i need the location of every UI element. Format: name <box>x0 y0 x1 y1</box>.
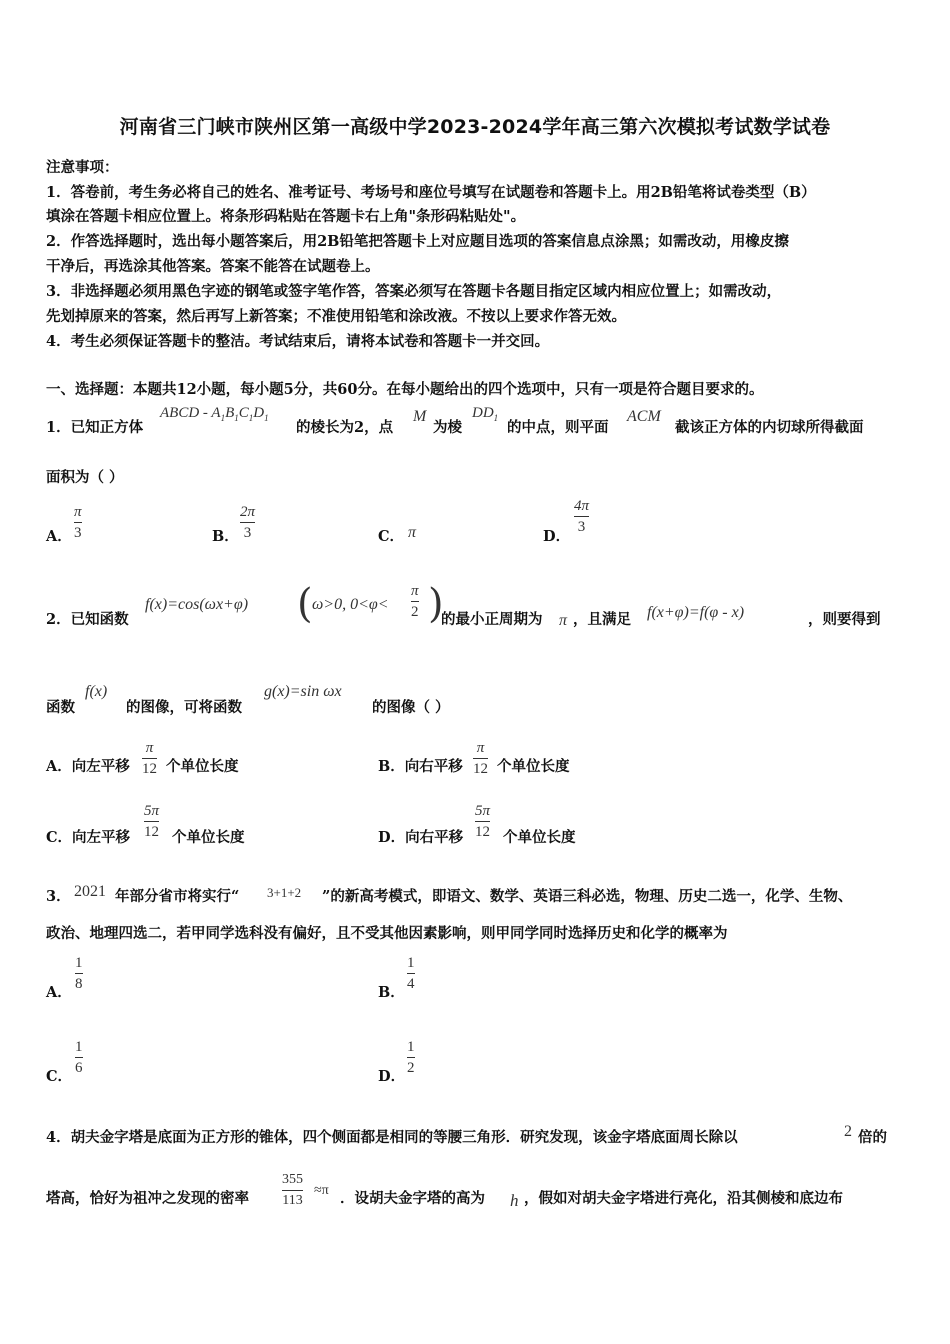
q3-option-b-label: B． <box>378 984 405 1001</box>
q1-text-5: 截该正方体的内切球所得截面 <box>675 419 864 436</box>
notice-line-7: 4．考生必须保证答题卡的整洁。考试结束后，请将本试卷和答题卡一并交回。 <box>46 333 550 350</box>
q2-left-paren: ( <box>297 581 313 627</box>
q2-option-d-suffix: 个单位长度 <box>503 829 576 846</box>
q1-text-2: 的棱长为2，点 <box>296 419 394 436</box>
q1-text-6: 面积为（ ） <box>46 469 124 486</box>
q2-option-a-fraction: π 12 <box>142 740 157 777</box>
q4-math-approx: ≈π <box>314 1183 329 1198</box>
q4-text-1: 4．胡夫金字塔是底面为正方形的锥体，四个侧面都是相同的等腰三角形．研究发现，该金字塔底面周长除以 <box>46 1129 738 1146</box>
q1-text-3: 为棱 <box>433 419 462 436</box>
q2-option-b-fraction: π 12 <box>473 740 488 777</box>
notice-line-1: 1．答卷前，考生务必将自己的姓名、准考证号、考场号和座位号填写在试题卷和答题卡上。用2B铅笔将试卷类型（B） <box>46 184 816 201</box>
q3-text-1: 3． <box>46 888 71 905</box>
q2-option-a-suffix: 个单位长度 <box>166 758 239 775</box>
q2-math-fx: f(x) <box>85 683 108 700</box>
notice-line-6: 先划掉原来的答案，然后再写上新答案；不准使用铅笔和涂改液。不按以上要求作答无效。 <box>46 308 626 325</box>
q1-text-1: 1．已知正方体 <box>46 419 144 436</box>
q2-text-5: 函数 <box>46 699 75 716</box>
q2-math-pi: π <box>559 612 568 629</box>
q4-text-3: 塔高，恰好为祖冲之发现的密率 <box>46 1190 249 1207</box>
q2-option-a: A．向左平移 <box>46 758 130 775</box>
q1-option-d-label: D． <box>543 528 571 545</box>
q2-text-2: 的最小正周期为 <box>441 611 543 628</box>
q4-text-4: ．设胡夫金字塔的高为 <box>340 1190 485 1207</box>
q4-text-2: 倍的 <box>858 1129 887 1146</box>
q2-right-paren: ) <box>428 581 444 627</box>
q3-math-year: 2021 <box>74 883 106 900</box>
q2-option-d: D．向右平移 <box>378 829 464 846</box>
q2-option-d-fraction: 5π 12 <box>475 803 491 840</box>
section-heading: 一、选择题：本题共12小题，每小题5分，共60分。在每小题给出的四个选项中，只有一项是符合题目要求的。 <box>46 381 764 398</box>
q1-option-a-label: A． <box>46 528 72 545</box>
q1-option-c-value: π <box>408 524 417 541</box>
q4-math-fraction: 355 113 <box>282 1172 303 1208</box>
q3-option-c-label: C． <box>46 1068 73 1085</box>
q2-text-4: ，则要得到 <box>808 611 881 628</box>
q1-math-acm: ACM <box>627 408 661 425</box>
q3-math-mode: 3+1+2 <box>267 885 302 900</box>
q1-option-d-fraction: 4π 3 <box>574 498 590 535</box>
q2-math-gx: g(x)=sin ωx <box>264 683 342 700</box>
notice-line-2: 填涂在答题卡相应位置上。将条形码粘贴在答题卡右上角"条形码粘贴处"。 <box>46 208 526 225</box>
q2-math-condition: ω>0, 0<φ< <box>312 596 389 613</box>
q2-option-b: B．向右平移 <box>378 758 463 775</box>
q1-math-dd1: $DD_1$ <box>472 405 499 423</box>
notice-heading: 注意事项： <box>46 159 119 176</box>
q1-text-4: 的中点，则平面 <box>507 419 609 436</box>
q2-math-f: f(x)=cos(ωx+φ) <box>145 596 249 613</box>
q2-text-1: 2．已知函数 <box>46 611 129 628</box>
notice-line-5: 3．非选择题必须用黑色字迹的钢笔或签字笔作答，答案必须写在答题卡各题目指定区域内相应位置上；如需改动， <box>46 283 782 300</box>
q1-option-b-label: B． <box>212 528 239 545</box>
q1-option-a-fraction: π 3 <box>74 504 82 541</box>
q3-option-d-fraction: 1 2 <box>407 1039 415 1076</box>
q1-math-m: M <box>413 408 427 425</box>
q2-math-fraction: π 2 <box>411 583 419 620</box>
q1-option-c-label: C． <box>378 528 405 545</box>
q1-math-cube: ABCD - $A_1B_1C_1D_1$ <box>160 405 269 423</box>
notice-line-3: 2．作答选择题时，选出每小题答案后，用2B铅笔把答题卡上对应题目选项的答案信息点涂黑；如需改动，用橡皮擦 <box>46 233 789 250</box>
notice-line-4: 干净后，再选涂其他答案。答案不能答在试题卷上。 <box>46 258 380 275</box>
q2-text-3: ，且满足 <box>573 611 631 628</box>
q3-text-4: 政治、地理四选二，若甲同学选科没有偏好，且不受其他因素影响，则甲同学同时选择历史和化学的概率为 <box>46 925 728 942</box>
q2-math-symmetry: f(x+φ)=f(φ - x) <box>647 604 745 621</box>
q3-option-d-label: D． <box>378 1068 406 1085</box>
q4-text-5: ，假如对胡夫金字塔进行亮化，沿其侧棱和底边布 <box>524 1190 843 1207</box>
q2-text-6: 的图像，可将函数 <box>126 699 242 716</box>
q3-option-a-label: A． <box>46 984 72 1001</box>
q2-option-c: C．向左平移 <box>46 829 131 846</box>
q2-option-c-suffix: 个单位长度 <box>172 829 245 846</box>
q4-math-2: 2 <box>844 1123 852 1140</box>
q1-option-b-fraction: 2π 3 <box>240 504 256 541</box>
q3-text-2: 年部分省市将实行“ <box>115 888 240 905</box>
q2-text-7: 的图像（ ） <box>372 699 450 716</box>
q3-text-3: ”的新高考模式，即语文、数学、英语三科必选，物理、历史二选一，化学、生物、 <box>322 888 853 905</box>
page-title: 河南省三门峡市陕州区第一高级中学2023-2024学年高三第六次模拟考试数学试卷 <box>119 116 831 138</box>
q3-option-c-fraction: 1 6 <box>75 1039 83 1076</box>
q4-math-h: h <box>510 1191 519 1210</box>
q2-option-c-fraction: 5π 12 <box>144 803 160 840</box>
q3-option-a-fraction: 1 8 <box>75 955 83 992</box>
q3-option-b-fraction: 1 4 <box>407 955 415 992</box>
q2-option-b-suffix: 个单位长度 <box>497 758 570 775</box>
